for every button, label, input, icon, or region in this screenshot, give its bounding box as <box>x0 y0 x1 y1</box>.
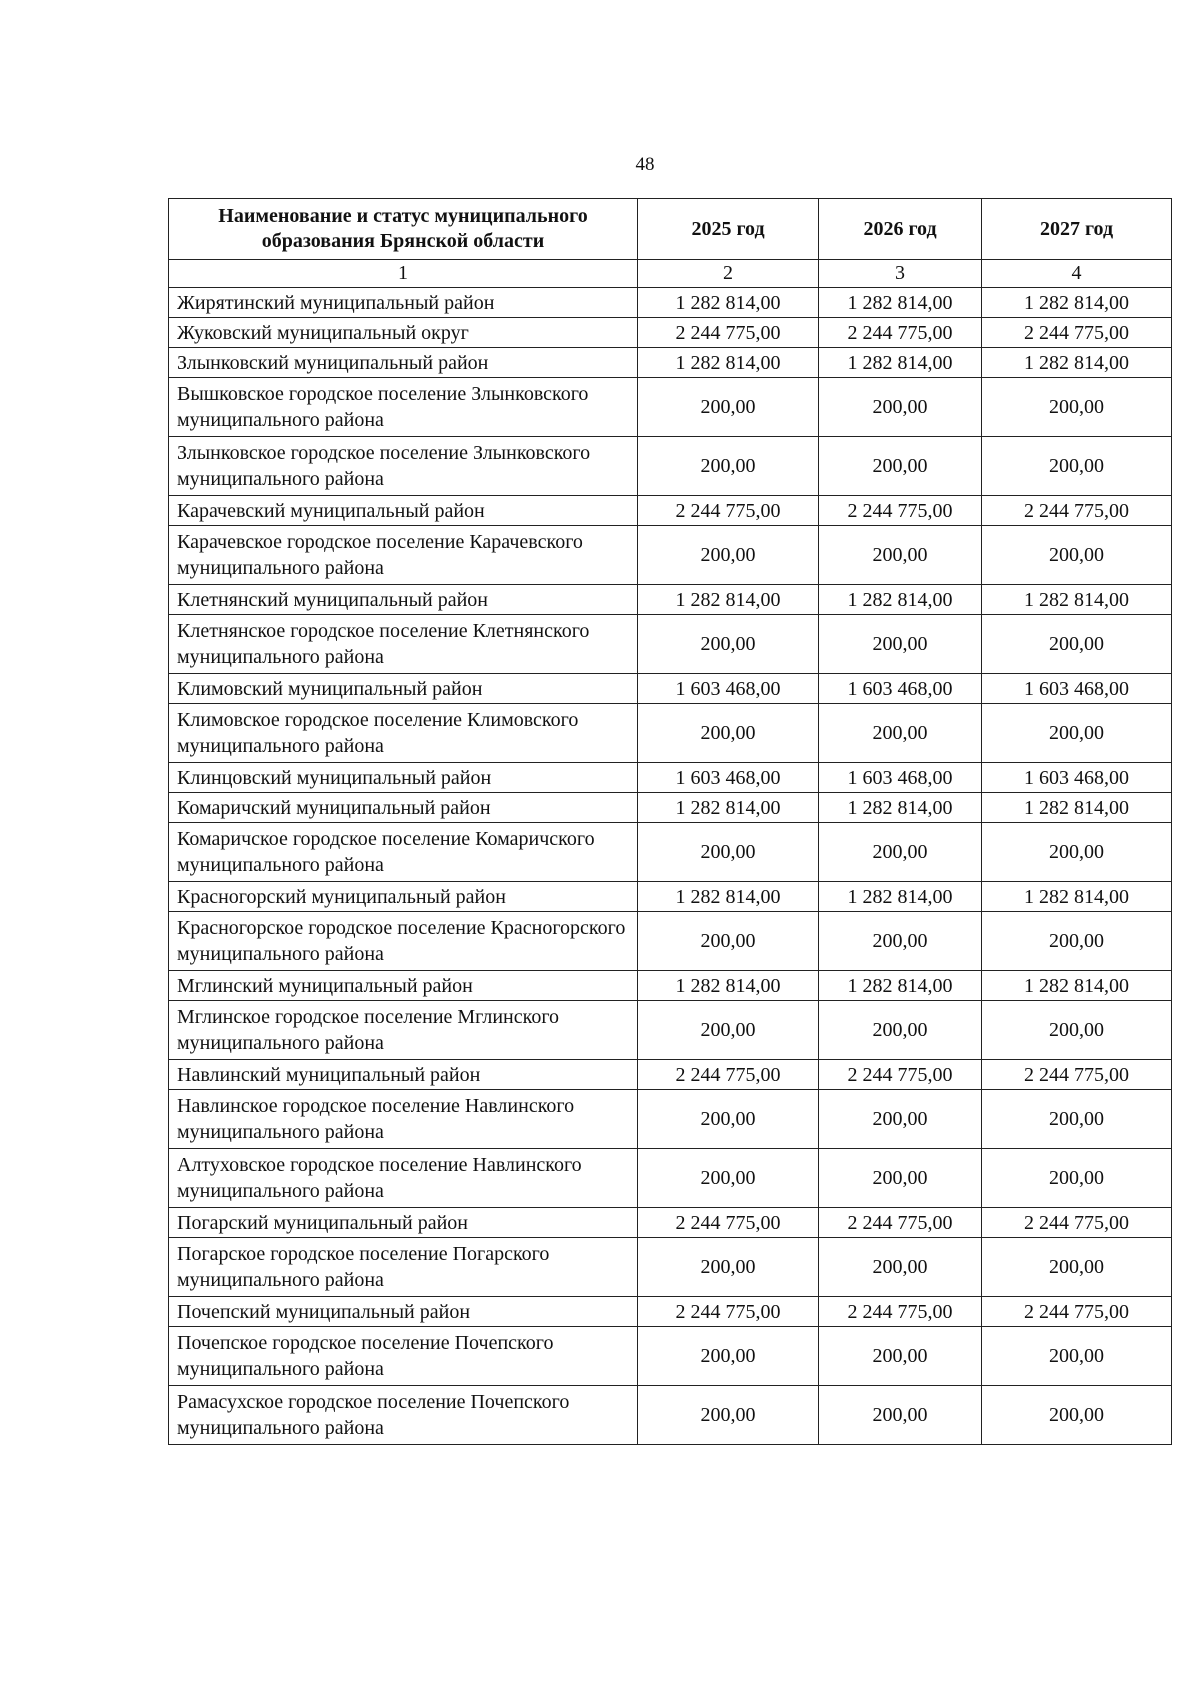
table-row <box>169 1386 1172 1445</box>
value-2025-cell: 200,00 <box>638 912 819 971</box>
municipality-name-cell: Жирятинский муниципальный район <box>169 288 638 318</box>
value-2026-cell: 2 244 775,00 <box>819 1208 982 1238</box>
table-row <box>169 971 1172 1001</box>
value-2026-cell: 1 282 814,00 <box>819 882 982 912</box>
municipality-name-cell: Клетнянское городское поселение Клетнянского муниципального района <box>169 615 638 674</box>
table-row <box>169 674 1172 704</box>
column-number: 3 <box>819 260 982 288</box>
table-row <box>169 348 1172 378</box>
value-2026-cell: 200,00 <box>819 823 982 882</box>
value-2027-cell: 200,00 <box>982 823 1172 882</box>
value-2025-cell: 200,00 <box>638 526 819 585</box>
value-2026-cell: 200,00 <box>819 1090 982 1149</box>
municipality-name-cell: Навлинское городское поселение Навлинского муниципального района <box>169 1090 638 1149</box>
value-2025-cell: 200,00 <box>638 1386 819 1445</box>
value-2026-cell: 200,00 <box>819 912 982 971</box>
municipality-name-cell: Карачевский муниципальный район <box>169 496 638 526</box>
municipality-name-cell: Рамасухское городское поселение Почепского муниципального района <box>169 1386 638 1445</box>
municipality-name-cell: Климовский муниципальный район <box>169 674 638 704</box>
value-2027-cell: 2 244 775,00 <box>982 1297 1172 1327</box>
value-2027-cell: 200,00 <box>982 1001 1172 1060</box>
value-2027-cell: 200,00 <box>982 437 1172 496</box>
table-row <box>169 1208 1172 1238</box>
value-2027-cell: 200,00 <box>982 1090 1172 1149</box>
value-2026-cell: 1 282 814,00 <box>819 585 982 615</box>
value-2025-cell: 200,00 <box>638 378 819 437</box>
value-2026-cell: 200,00 <box>819 1238 982 1297</box>
value-2026-cell: 200,00 <box>819 615 982 674</box>
municipality-name-cell: Климовское городское поселение Климовского муниципального района <box>169 704 638 763</box>
value-2025-cell: 1 282 814,00 <box>638 793 819 823</box>
value-2025-cell: 2 244 775,00 <box>638 1297 819 1327</box>
header-year-2027: 2027 год <box>982 199 1172 260</box>
value-2025-cell: 1 603 468,00 <box>638 763 819 793</box>
value-2025-cell: 200,00 <box>638 1238 819 1297</box>
value-2027-cell: 200,00 <box>982 704 1172 763</box>
value-2026-cell: 2 244 775,00 <box>819 1297 982 1327</box>
column-number-row <box>169 260 1172 288</box>
municipality-name-cell: Алтуховское городское поселение Навлинского муниципального района <box>169 1149 638 1208</box>
value-2027-cell: 200,00 <box>982 526 1172 585</box>
value-2026-cell: 2 244 775,00 <box>819 496 982 526</box>
municipality-name-cell: Карачевское городское поселение Карачевского муниципального района <box>169 526 638 585</box>
value-2025-cell: 1 282 814,00 <box>638 971 819 1001</box>
header-year-2025: 2025 год <box>638 199 819 260</box>
table-row <box>169 1149 1172 1208</box>
value-2025-cell: 2 244 775,00 <box>638 1208 819 1238</box>
table-row <box>169 793 1172 823</box>
municipality-name-cell: Погарское городское поселение Погарского муниципального района <box>169 1238 638 1297</box>
value-2025-cell: 200,00 <box>638 437 819 496</box>
value-2027-cell: 200,00 <box>982 1238 1172 1297</box>
value-2027-cell: 200,00 <box>982 1149 1172 1208</box>
value-2026-cell: 1 282 814,00 <box>819 348 982 378</box>
value-2027-cell: 1 282 814,00 <box>982 288 1172 318</box>
municipality-name-cell: Клетнянский муниципальный район <box>169 585 638 615</box>
value-2027-cell: 200,00 <box>982 378 1172 437</box>
value-2026-cell: 200,00 <box>819 437 982 496</box>
value-2027-cell: 200,00 <box>982 615 1172 674</box>
value-2027-cell: 200,00 <box>982 1327 1172 1386</box>
value-2026-cell: 1 603 468,00 <box>819 763 982 793</box>
table-row <box>169 704 1172 763</box>
table-body <box>169 288 1172 1445</box>
municipality-name-cell: Комаричский муниципальный район <box>169 793 638 823</box>
column-number: 4 <box>982 260 1172 288</box>
value-2027-cell: 2 244 775,00 <box>982 1208 1172 1238</box>
table-row <box>169 1060 1172 1090</box>
header-year-2026: 2026 год <box>819 199 982 260</box>
value-2025-cell: 200,00 <box>638 1090 819 1149</box>
value-2026-cell: 1 603 468,00 <box>819 674 982 704</box>
value-2027-cell: 1 282 814,00 <box>982 348 1172 378</box>
value-2026-cell: 1 282 814,00 <box>819 793 982 823</box>
value-2025-cell: 200,00 <box>638 823 819 882</box>
table-row <box>169 763 1172 793</box>
value-2027-cell: 2 244 775,00 <box>982 1060 1172 1090</box>
value-2027-cell: 2 244 775,00 <box>982 318 1172 348</box>
column-number: 2 <box>638 260 819 288</box>
municipality-name-cell: Почепский муниципальный район <box>169 1297 638 1327</box>
value-2027-cell: 200,00 <box>982 1386 1172 1445</box>
table-row <box>169 318 1172 348</box>
value-2027-cell: 200,00 <box>982 912 1172 971</box>
table-row <box>169 288 1172 318</box>
municipality-name-cell: Вышковское городское поселение Злынковского муниципального района <box>169 378 638 437</box>
table-row <box>169 526 1172 585</box>
value-2025-cell: 2 244 775,00 <box>638 496 819 526</box>
value-2025-cell: 1 282 814,00 <box>638 585 819 615</box>
header-municipality: Наименование и статус муниципального образования Брянской области <box>169 199 638 260</box>
table-row <box>169 1238 1172 1297</box>
value-2026-cell: 2 244 775,00 <box>819 318 982 348</box>
page-number: 48 <box>635 154 655 175</box>
table-row <box>169 1297 1172 1327</box>
value-2025-cell: 200,00 <box>638 1001 819 1060</box>
table-row <box>169 496 1172 526</box>
municipality-name-cell: Комаричское городское поселение Комаричского муниципального района <box>169 823 638 882</box>
value-2027-cell: 1 282 814,00 <box>982 585 1172 615</box>
municipality-name-cell: Навлинский муниципальный район <box>169 1060 638 1090</box>
table-header-row <box>169 199 1172 260</box>
value-2025-cell: 2 244 775,00 <box>638 318 819 348</box>
municipality-name-cell: Почепское городское поселение Почепского муниципального района <box>169 1327 638 1386</box>
municipality-name-cell: Жуковский муниципальный округ <box>169 318 638 348</box>
budget-table <box>168 198 1172 1445</box>
value-2026-cell: 200,00 <box>819 1001 982 1060</box>
municipality-name-cell: Мглинский муниципальный район <box>169 971 638 1001</box>
value-2026-cell: 1 282 814,00 <box>819 971 982 1001</box>
value-2027-cell: 2 244 775,00 <box>982 496 1172 526</box>
value-2025-cell: 1 282 814,00 <box>638 882 819 912</box>
table-row <box>169 1090 1172 1149</box>
table-row <box>169 615 1172 674</box>
value-2027-cell: 1 282 814,00 <box>982 793 1172 823</box>
value-2026-cell: 200,00 <box>819 1149 982 1208</box>
municipality-name-cell: Погарский муниципальный район <box>169 1208 638 1238</box>
value-2025-cell: 200,00 <box>638 704 819 763</box>
municipality-name-cell: Мглинское городское поселение Мглинского муниципального района <box>169 1001 638 1060</box>
municipality-name-cell: Клинцовский муниципальный район <box>169 763 638 793</box>
value-2025-cell: 1 282 814,00 <box>638 348 819 378</box>
value-2025-cell: 200,00 <box>638 1327 819 1386</box>
value-2027-cell: 1 603 468,00 <box>982 674 1172 704</box>
value-2027-cell: 1 282 814,00 <box>982 882 1172 912</box>
value-2025-cell: 200,00 <box>638 1149 819 1208</box>
table-row <box>169 585 1172 615</box>
value-2026-cell: 200,00 <box>819 704 982 763</box>
table-row <box>169 378 1172 437</box>
value-2026-cell: 200,00 <box>819 1386 982 1445</box>
municipality-name-cell: Злынковский муниципальный район <box>169 348 638 378</box>
value-2027-cell: 1 282 814,00 <box>982 971 1172 1001</box>
value-2026-cell: 200,00 <box>819 378 982 437</box>
value-2027-cell: 1 603 468,00 <box>982 763 1172 793</box>
value-2025-cell: 1 282 814,00 <box>638 288 819 318</box>
table-row <box>169 882 1172 912</box>
table-row <box>169 437 1172 496</box>
value-2026-cell: 1 282 814,00 <box>819 288 982 318</box>
value-2026-cell: 200,00 <box>819 526 982 585</box>
table-row <box>169 823 1172 882</box>
value-2025-cell: 200,00 <box>638 615 819 674</box>
municipality-name-cell: Злынковское городское поселение Злынковского муниципального района <box>169 437 638 496</box>
value-2026-cell: 200,00 <box>819 1327 982 1386</box>
municipality-name-cell: Красногорский муниципальный район <box>169 882 638 912</box>
municipality-name-cell: Красногорское городское поселение Красногорского муниципального района <box>169 912 638 971</box>
value-2025-cell: 1 603 468,00 <box>638 674 819 704</box>
column-number: 1 <box>169 260 638 288</box>
value-2026-cell: 2 244 775,00 <box>819 1060 982 1090</box>
value-2025-cell: 2 244 775,00 <box>638 1060 819 1090</box>
table-row <box>169 1001 1172 1060</box>
table-row <box>169 912 1172 971</box>
table-row <box>169 1327 1172 1386</box>
